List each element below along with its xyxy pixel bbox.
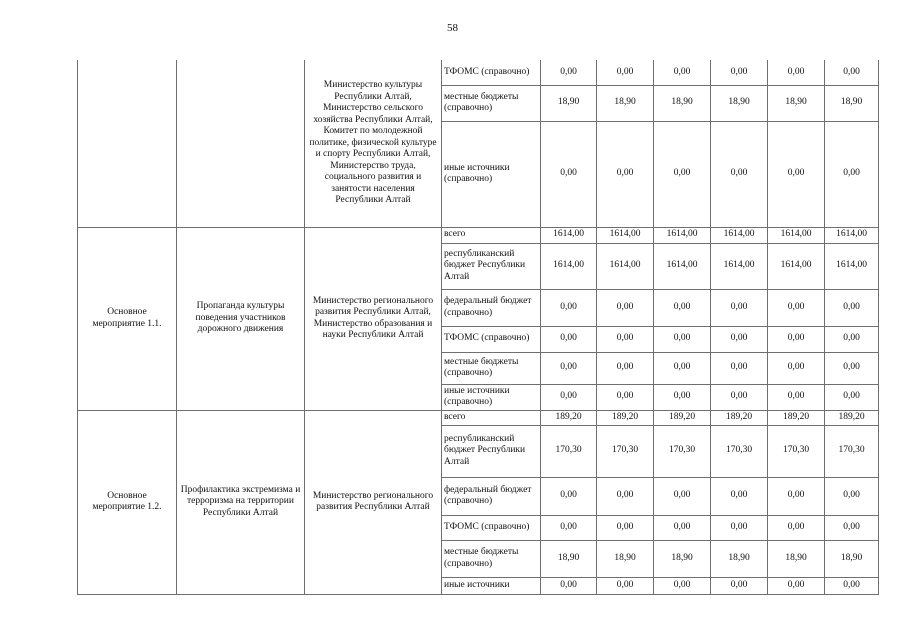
amount-cell: 189,20 <box>825 410 879 425</box>
funding-source-cell: ТФОМС (справочно) <box>442 60 541 85</box>
amount-cell: 1614,00 <box>711 227 768 243</box>
amount-cell: 18,90 <box>768 540 825 577</box>
amount-cell: 0,00 <box>711 477 768 515</box>
amount-cell: 1614,00 <box>768 227 825 243</box>
amount-cell: 189,20 <box>597 410 654 425</box>
amount-cell: 0,00 <box>768 121 825 227</box>
amount-cell: 170,30 <box>654 425 711 477</box>
executors-cell: Министерство культуры Республики Алтай, Министерство сельского хозяйства Республики Алтай, Комитет по молодежной политике, физической культуре и спорту Республики Алтай, Министерство труда, социального развития и занятости населения Республики Алтай <box>305 60 442 227</box>
amount-cell: 0,00 <box>654 121 711 227</box>
amount-cell: 0,00 <box>711 289 768 326</box>
amount-cell: 0,00 <box>825 577 879 594</box>
funding-source-cell: республиканский бюджет Республики Алтай <box>442 425 541 477</box>
amount-cell: 0,00 <box>768 477 825 515</box>
amount-cell: 0,00 <box>711 121 768 227</box>
activity-cell: Основное мероприятие 1.1. <box>78 227 177 410</box>
amount-cell: 0,00 <box>768 289 825 326</box>
amount-cell: 0,00 <box>654 60 711 85</box>
amount-cell: 170,30 <box>825 425 879 477</box>
amount-cell: 0,00 <box>825 121 879 227</box>
funding-source-cell: местные бюджеты (справочно) <box>442 540 541 577</box>
amount-cell: 0,00 <box>711 384 768 410</box>
amount-cell: 0,00 <box>825 515 879 540</box>
budget-table <box>77 60 879 595</box>
amount-cell: 0,00 <box>597 515 654 540</box>
amount-cell: 0,00 <box>825 477 879 515</box>
activity-cell <box>78 60 177 227</box>
funding-source-cell: федеральный бюджет (справочно) <box>442 289 541 326</box>
amount-cell: 0,00 <box>597 60 654 85</box>
table-row <box>78 227 879 243</box>
amount-cell: 0,00 <box>597 577 654 594</box>
amount-cell: 1614,00 <box>597 243 654 289</box>
amount-cell: 0,00 <box>711 326 768 352</box>
activity-cell: Основное мероприятие 1.2. <box>78 410 177 594</box>
funding-source-cell: местные бюджеты (справочно) <box>442 352 541 384</box>
amount-cell: 18,90 <box>825 85 879 121</box>
executors-cell: Министерство регионального развития Республики Алтай, Министерство образования и науки Республики Алтай <box>305 227 442 410</box>
amount-cell: 1614,00 <box>825 243 879 289</box>
amount-cell: 0,00 <box>597 384 654 410</box>
amount-cell: 1614,00 <box>541 227 597 243</box>
amount-cell: 0,00 <box>711 60 768 85</box>
amount-cell: 189,20 <box>654 410 711 425</box>
amount-cell: 0,00 <box>768 60 825 85</box>
amount-cell: 0,00 <box>597 326 654 352</box>
amount-cell: 18,90 <box>711 540 768 577</box>
activity-name-cell: Профилактика экстремизма и терроризма на территории Республики Алтай <box>177 410 305 594</box>
amount-cell: 0,00 <box>654 326 711 352</box>
funding-source-cell: местные бюджеты (справочно) <box>442 85 541 121</box>
amount-cell: 18,90 <box>711 85 768 121</box>
amount-cell: 170,30 <box>768 425 825 477</box>
activity-name-cell <box>177 60 305 227</box>
amount-cell: 1614,00 <box>711 243 768 289</box>
amount-cell: 0,00 <box>768 352 825 384</box>
amount-cell: 0,00 <box>825 326 879 352</box>
amount-cell: 0,00 <box>711 515 768 540</box>
amount-cell: 0,00 <box>711 577 768 594</box>
amount-cell: 0,00 <box>654 384 711 410</box>
amount-cell: 0,00 <box>597 477 654 515</box>
amount-cell: 189,20 <box>768 410 825 425</box>
amount-cell: 0,00 <box>597 289 654 326</box>
amount-cell: 18,90 <box>768 85 825 121</box>
activity-name-cell: Пропаганда культуры поведения участников дорожного движения <box>177 227 305 410</box>
funding-source-cell: иные источники (справочно) <box>442 121 541 227</box>
amount-cell: 0,00 <box>654 515 711 540</box>
amount-cell: 189,20 <box>541 410 597 425</box>
amount-cell: 1614,00 <box>654 227 711 243</box>
amount-cell: 0,00 <box>541 577 597 594</box>
amount-cell: 0,00 <box>711 352 768 384</box>
funding-source-cell: ТФОМС (справочно) <box>442 326 541 352</box>
amount-cell: 18,90 <box>597 85 654 121</box>
page-number: 58 <box>447 22 458 34</box>
amount-cell: 1614,00 <box>597 227 654 243</box>
amount-cell: 0,00 <box>541 289 597 326</box>
amount-cell: 0,00 <box>825 60 879 85</box>
funding-source-cell: иные источники (справочно) <box>442 384 541 410</box>
amount-cell: 0,00 <box>654 289 711 326</box>
amount-cell: 0,00 <box>825 289 879 326</box>
funding-source-cell: всего <box>442 410 541 425</box>
table-row <box>78 60 879 85</box>
amount-cell: 0,00 <box>768 515 825 540</box>
amount-cell: 170,30 <box>597 425 654 477</box>
executors-cell: Министерство регионального развития Республики Алтай <box>305 410 442 594</box>
funding-source-cell: иные источники <box>442 577 541 594</box>
amount-cell: 18,90 <box>541 540 597 577</box>
amount-cell: 0,00 <box>825 384 879 410</box>
table-row <box>78 410 879 425</box>
amount-cell: 0,00 <box>541 326 597 352</box>
amount-cell: 0,00 <box>768 326 825 352</box>
amount-cell: 1614,00 <box>541 243 597 289</box>
amount-cell: 0,00 <box>654 577 711 594</box>
amount-cell: 0,00 <box>597 121 654 227</box>
amount-cell: 0,00 <box>654 352 711 384</box>
amount-cell: 1614,00 <box>654 243 711 289</box>
amount-cell: 0,00 <box>541 515 597 540</box>
amount-cell: 0,00 <box>541 384 597 410</box>
budget-table-body <box>78 60 879 594</box>
amount-cell: 0,00 <box>541 121 597 227</box>
amount-cell: 189,20 <box>711 410 768 425</box>
amount-cell: 18,90 <box>597 540 654 577</box>
amount-cell: 18,90 <box>654 540 711 577</box>
funding-source-cell: республиканский бюджет Республики Алтай <box>442 243 541 289</box>
amount-cell: 0,00 <box>541 60 597 85</box>
amount-cell: 0,00 <box>597 352 654 384</box>
amount-cell: 0,00 <box>768 384 825 410</box>
amount-cell: 0,00 <box>541 477 597 515</box>
funding-source-cell: ТФОМС (справочно) <box>442 515 541 540</box>
amount-cell: 0,00 <box>768 577 825 594</box>
amount-cell: 18,90 <box>654 85 711 121</box>
amount-cell: 170,30 <box>711 425 768 477</box>
amount-cell: 18,90 <box>825 540 879 577</box>
amount-cell: 0,00 <box>654 477 711 515</box>
funding-source-cell: всего <box>442 227 541 243</box>
amount-cell: 170,30 <box>541 425 597 477</box>
amount-cell: 18,90 <box>541 85 597 121</box>
funding-source-cell: федеральный бюджет (справочно) <box>442 477 541 515</box>
amount-cell: 0,00 <box>541 352 597 384</box>
amount-cell: 1614,00 <box>768 243 825 289</box>
amount-cell: 1614,00 <box>825 227 879 243</box>
amount-cell: 0,00 <box>825 352 879 384</box>
